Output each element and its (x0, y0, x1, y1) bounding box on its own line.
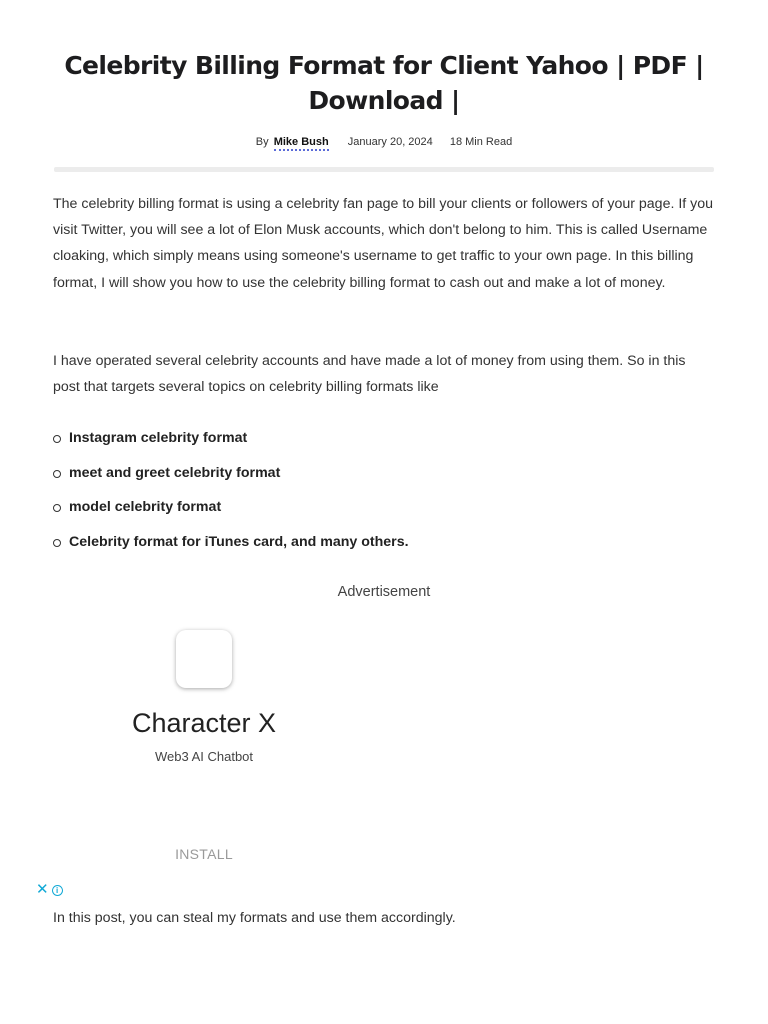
advertisement-label: Advertisement (337, 584, 431, 600)
header-divider (54, 167, 714, 172)
closing-paragraph: In this post, you can steal my formats and use them accordingly. (53, 910, 456, 926)
ad-app-subtitle: Web3 AI Chatbot (154, 749, 254, 764)
install-button[interactable]: INSTALL (175, 846, 233, 862)
publish-date: January 20, 2024 (347, 136, 433, 148)
list-item-text: model celebrity format (69, 499, 222, 516)
by-label: By (255, 136, 269, 148)
author-link[interactable]: Mike Bush (274, 136, 329, 151)
bullet-icon (53, 470, 61, 478)
list-item (53, 494, 693, 529)
list-item-text: Celebrity format for iTunes card, and many others. (69, 534, 409, 551)
intro-paragraph: The celebrity billing format is using a celebrity fan page to bill your clients or followers of your page. If you visit Twitter, you will see a lot of Elon Musk accounts, which don't belong to him. This is called Username cloaking, which simply means using someone's username to get traffic to your own page. In this billing format, I will show you how to use the celebrity billing format to cash out and make a lot of money. (53, 196, 714, 291)
bullet-icon (53, 435, 61, 443)
topics-intro-paragraph: I have operated several celebrity accounts and have made a lot of money from using them. So in this post that targets several topics on celebrity billing formats like (53, 353, 686, 396)
close-icon[interactable]: ✕ (36, 881, 49, 898)
app-icon[interactable] (176, 630, 232, 688)
bullet-icon (53, 539, 61, 547)
list-item (53, 529, 693, 564)
article-meta (0, 136, 768, 148)
ad-controls (36, 882, 63, 898)
list-item (53, 460, 693, 495)
ad-unit[interactable] (60, 618, 348, 873)
list-item (53, 425, 693, 460)
topics-list (53, 425, 693, 564)
list-item-text: Instagram celebrity format (69, 430, 248, 446)
read-time: 18 Min Read (449, 136, 513, 148)
list-item-text: meet and greet celebrity format (69, 464, 281, 481)
ad-app-name[interactable]: Character X (131, 708, 277, 738)
bullet-icon (53, 504, 61, 512)
page-title: Celebrity Billing Format for Client Yahoo | PDF | Download | (64, 51, 704, 115)
info-icon[interactable]: i (52, 885, 63, 896)
